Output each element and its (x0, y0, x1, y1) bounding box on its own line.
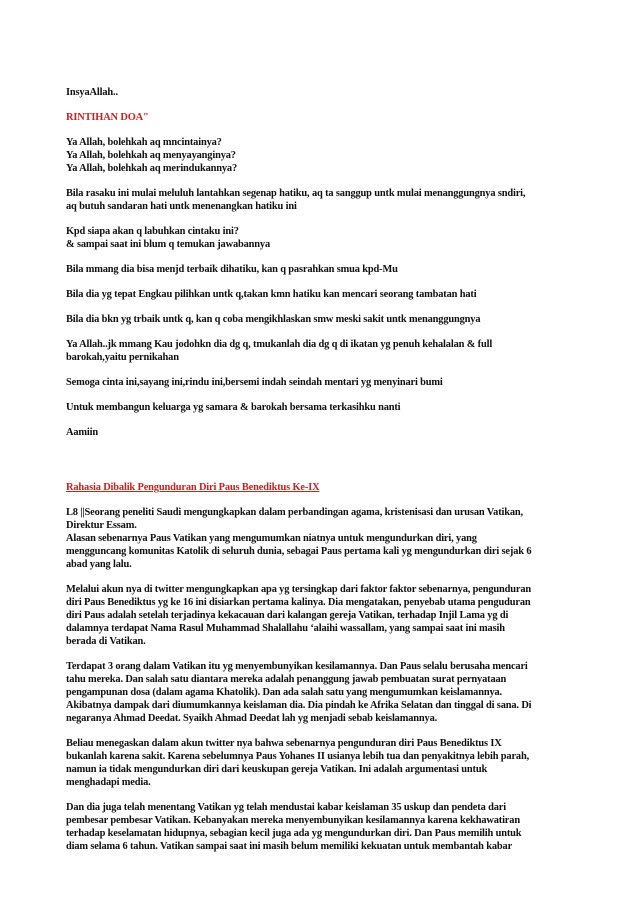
text-line: Terdapat 3 orang dalam Vatikan itu yg menyembunyikan kesilamannya. Dan Paus selalu berusaha mencari (66, 661, 528, 672)
article-paragraph (66, 583, 578, 648)
poem-stanza (66, 426, 578, 439)
text-line: abad yang lalu. (66, 559, 132, 570)
text-line: Beliau menegaskan dalam akun twitter nya bahwa sebenarnya pengunduran diri Paus Benediktus IX (66, 738, 502, 749)
article-paragraph (66, 660, 578, 725)
text-line: mengguncang komunitas Katolik di seluruh dunia, sebagai Paus pertama kali yg mengundurkan diri sejak 6 (66, 546, 532, 557)
text-line: terhadap keselamatan hidupnya, sebagian kecil juga ada yg mengundurkan diri. Dan Paus memilih untuk (66, 828, 522, 839)
poem-stanza (66, 376, 578, 389)
text-line: Ya Allah, bolehkah aq mncintainya? (66, 137, 222, 148)
text-line: Bila mmang dia bisa menjd terbaik dihatiku, kan q pasrahkan smua kpd-Mu (66, 264, 398, 275)
text-line: diam selama 6 tahun. Vatikan sampai saat ini masih belum memiliki kekuatan untuk membantah kabar (66, 841, 513, 852)
section-gap (66, 451, 578, 481)
text-line: negaranya Ahmad Deedat. Syaikh Ahmad Deedat lah yg menjadi sebab keislamannya. (66, 713, 438, 724)
text-line: diri Paus adalah setelah terjadinya kekacauan dari kalangan gereja Vatikan, terhadap Injil Lama yg di (66, 610, 509, 621)
poem-stanza (66, 288, 578, 301)
text-line: berada di Vatikan. (66, 636, 146, 647)
text-line: dalamnya terdapat Nama Rasul Muhammad Shalallahu ‘alaihi wassallam, yang sampai saat ini masih (66, 623, 505, 634)
poem-body (66, 136, 578, 439)
text-line: Kpd siapa akan q labuhkan cintaku ini? (66, 226, 239, 237)
text-line: Dan dia juga telah menentang Vatikan yg telah mendustai kabar keislaman 35 uskup dan pendeta dari (66, 802, 506, 813)
text-line: aq butuh sandaran hati untk menenangkan hatiku ini (66, 201, 297, 212)
text-line: & sampai saat ini blum q temukan jawabannya (66, 239, 271, 250)
text-line: Ya Allah..jk mmang Kau jodohkn dia dg q, tmukanlah dia dg q di ikatan yg penuh kehalalan & full (66, 339, 493, 350)
poem-title: RINTIHAN DOA" (66, 112, 149, 123)
article-paragraph (66, 801, 578, 853)
text-line: Alasan sebenarnya Paus Vatikan yang mengumumkan niatnya untuk mengundurkan diri, yang (66, 533, 477, 544)
poem-stanza (66, 187, 578, 213)
article-body (66, 506, 578, 853)
document-page (66, 86, 578, 865)
text-line: Direktur Essam. (66, 520, 137, 531)
poem-stanza (66, 136, 578, 175)
poem-stanza (66, 263, 578, 276)
text-line: menghadapi media. (66, 777, 151, 788)
text-line: diri Paus Benediktus yg ke 16 ini disiarkan pertama kalinya. Dia mengatakan, penyebab utama penguduran (66, 597, 531, 608)
text-line: Bila dia bkn yg trbaik untk q, kan q coba mengikhlaskan smw meski sakit untk menanggungnya (66, 314, 481, 325)
article-title[interactable]: Rahasia Dibalik Pengunduran Diri Paus Benediktus Ke-IX (66, 482, 320, 493)
text-line: Untuk membangun keluarga yg samara & barokah bersama terkasihku nanti (66, 402, 401, 413)
poem-opening: InsyaAllah.. (66, 87, 118, 98)
text-line: Bila rasaku ini mulai meluluh lantahkan segenap hatiku, aq ta sanggup untk mulai menanggungnya sndiri, (66, 188, 526, 199)
poem-stanza (66, 401, 578, 414)
text-line: pengampunan dosa (dalam agama Khatolik). Dan ada salah satu yang mengumumkan keislamannya. (66, 687, 502, 698)
text-line: pembesar pembesar Vatikan. Kebanyakan mereka menyembunyikan kesilamannya karena kekhawatiran (66, 815, 520, 826)
poem-stanza (66, 313, 578, 326)
article-paragraph (66, 506, 578, 571)
text-line: tahu mereka. Dan salah satu diantara mereka adalah penanggung jawab pembuatan surat pernyataan (66, 674, 507, 685)
text-line: bukanlah karena sakit. Karena sebelumnya Paus Yohanes II usianya lebih tua dan penyakitnya lebih parah, (66, 751, 530, 762)
text-line: namun ia tidak mengundurkan diri dari keuskupan gereja Vatikan. Ini adalah argumentasi untuk (66, 764, 488, 775)
article-paragraph (66, 737, 578, 789)
text-line: Ya Allah, bolehkah aq merindukannya? (66, 163, 238, 174)
text-line: L8 ||Seorang peneliti Saudi mengungkapkan dalam perbandingan agama, kristenisasi dan urusan Vatikan, (66, 507, 524, 518)
text-line: Akibatnya dampak dari diumumkannya keislaman dia. Dia pindah ke Afrika Selatan dan tinggal di sana. Di (66, 700, 532, 711)
text-line: barokah,yaitu pernikahan (66, 352, 179, 363)
text-line: Ya Allah, bolehkah aq menyayanginya? (66, 150, 236, 161)
poem-stanza (66, 338, 578, 364)
text-line: Melalui akun nya di twitter mengungkapkan apa yg tersingkap dari faktor faktor sebenarnya, pengunduran (66, 584, 532, 595)
poem-stanza (66, 225, 578, 251)
text-line: Aamiin (66, 427, 99, 438)
text-line: Semoga cinta ini,sayang ini,rindu ini,bersemi indah seindah mentari yg menyinari bumi (66, 377, 443, 388)
text-line: Bila dia yg tepat Engkau pilihkan untk q,takan kmn hatiku kan mencari seorang tambatan hati (66, 289, 477, 300)
